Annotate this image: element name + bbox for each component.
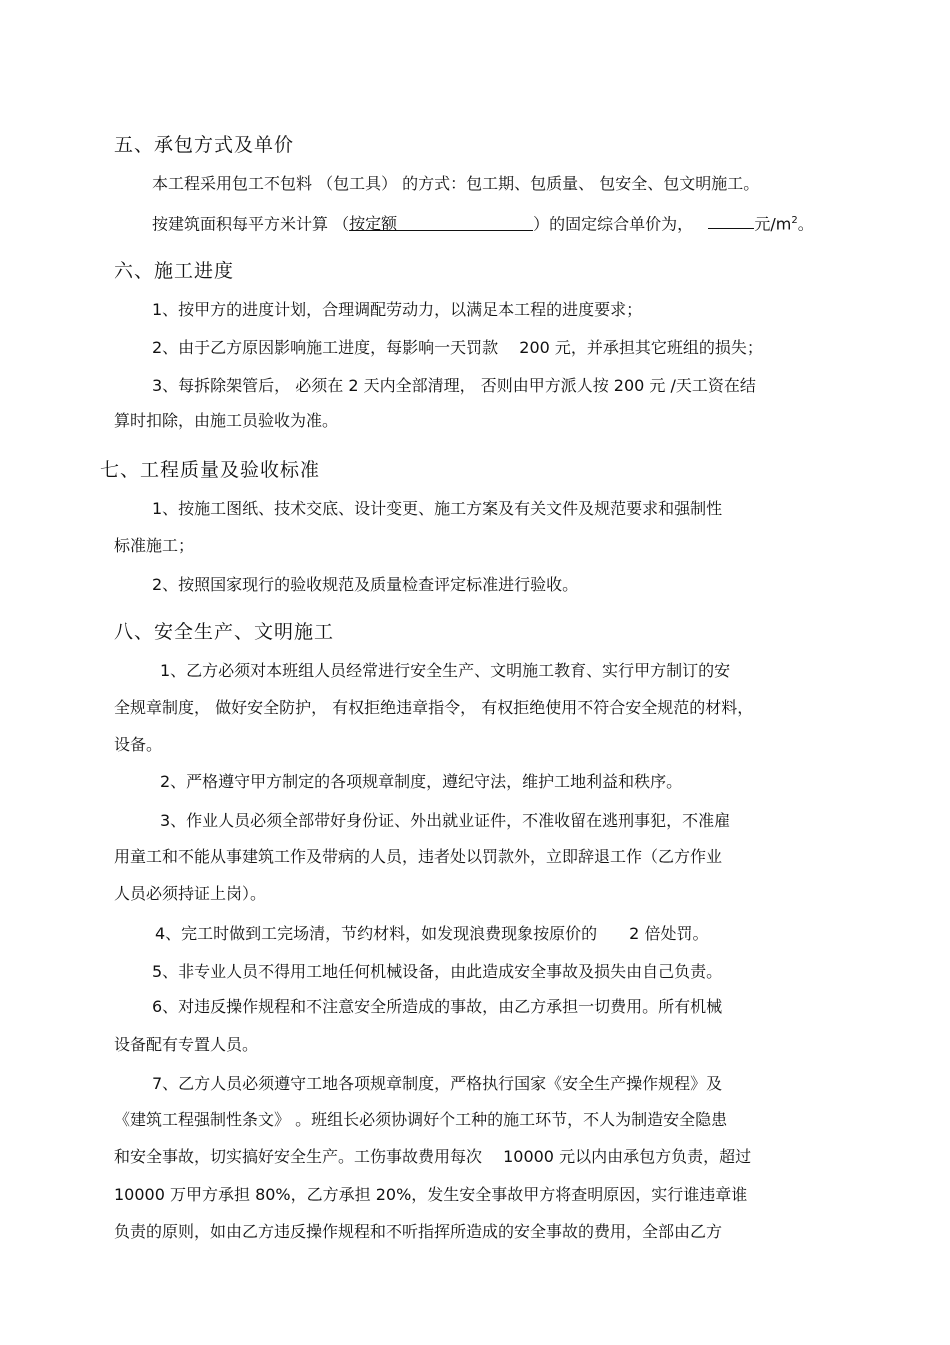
section-8-item-6-line-2: 设备配有专置人员。 bbox=[114, 1035, 259, 1054]
section-5-para-2-a: 按建筑面积每平方米计算 （ bbox=[152, 214, 350, 234]
section-5-para-2-e: 。 bbox=[797, 214, 814, 234]
section-8-item-1-line-1: 1、乙方必须对本班组人员经常进行安全生产、文明施工教育、实行甲方制订的安 bbox=[160, 661, 731, 680]
section-7-item-2: 2、按照国家现行的验收规范及质量检查评定标准进行验收。 bbox=[152, 575, 579, 594]
section-8-item-3-line-1: 3、作业人员必须全部带好身份证、外出就业证件，不准收留在逃刑事犯，不准雇 bbox=[160, 811, 731, 830]
section-8-item-2: 2、严格遵守甲方制定的各项规章制度，遵纪守法，维护工地利益和秩序。 bbox=[160, 772, 683, 791]
unit-superscript: 2 bbox=[791, 215, 798, 226]
section-8-title: 八、安全生产、文明施工 bbox=[114, 621, 335, 643]
section-8-item-7-line-1: 7、乙方人员必须遵守工地各项规章制度，严格执行国家《安全生产操作规程》及 bbox=[152, 1074, 723, 1093]
section-6-item-3-line-1: 3、每拆除架管后， 必须在 2 天内全部清理， 否则由甲方派人按 200 元 /天工资在结 bbox=[152, 376, 756, 395]
section-8-item-4: 4、完工时做到工完场清，节约材料，如发现浪费现象按原价的 2 倍处罚。 bbox=[155, 924, 709, 943]
section-8-item-3-line-3: 人员必须持证上岗）。 bbox=[114, 884, 267, 903]
section-8-item-1-line-3: 设备。 bbox=[114, 735, 163, 754]
price-blank bbox=[708, 212, 754, 229]
section-8-item-7-line-4: 10000 万甲方承担 80%，乙方承担 20%，发生安全事故甲方将查明原因，实行谁违章谁 bbox=[114, 1185, 748, 1204]
section-5-para-2 bbox=[152, 211, 814, 234]
section-5-para-1: 本工程采用包工不包料 （包工具） 的方式：包工期、包质量、 包安全、包文明施工。 bbox=[152, 174, 760, 193]
section-5-title: 五、承包方式及单价 bbox=[114, 134, 295, 156]
section-8-item-7-line-5: 负责的原则，如由乙方违反操作规程和不听指挥所造成的安全事故的费用，全部由乙方 bbox=[114, 1222, 723, 1241]
section-5-para-2-c: ）的固定综合单价为， bbox=[533, 214, 694, 234]
section-7-item-1-line-2: 标准施工； bbox=[114, 536, 195, 555]
section-6-item-2: 2、由于乙方原因影响施工进度，每影响一天罚款 200 元，并承担其它班组的损失； bbox=[152, 338, 763, 357]
section-8-item-7-line-2: 《建筑工程强制性条文》 。班组长必须协调好个工种的施工环节，不人为制造安全隐患 bbox=[114, 1110, 728, 1129]
section-8-item-5: 5、非专业人员不得用工地任何机械设备，由此造成安全事故及损失由自己负责。 bbox=[152, 962, 723, 981]
section-8-item-3-line-2: 用童工和不能从事建筑工作及带病的人员，违者处以罚款外，立即辞退工作（乙方作业 bbox=[114, 847, 723, 866]
section-8-item-1-line-2: 全规章制度， 做好安全防护， 有权拒绝违章指令， 有权拒绝使用不符合安全规范的材料， bbox=[114, 698, 754, 717]
section-6-item-3-line-2: 算时扣除，由施工员验收为准。 bbox=[114, 411, 339, 430]
quota-label: 按定额 bbox=[349, 214, 398, 234]
section-7-title: 七、工程质量及验收标准 bbox=[100, 459, 321, 481]
section-8-item-7-line-3: 和安全事故，切实搞好安全生产。工伤事故费用每次 10000 元以内由承包方负责，超过 bbox=[114, 1147, 752, 1166]
unit-text: 元/m bbox=[754, 214, 792, 234]
quota-blank bbox=[349, 214, 533, 234]
section-7-item-1-line-1: 1、按施工图纸、技术交底、设计变更、施工方案及有关文件及规范要求和强制性 bbox=[152, 499, 723, 518]
section-6-title: 六、施工进度 bbox=[114, 260, 235, 282]
section-8-item-6-line-1: 6、对违反操作规程和不注意安全所造成的事故，由乙方承担一切费用。所有机械 bbox=[152, 997, 723, 1016]
section-6-item-1: 1、按甲方的进度计划，合理调配劳动力，以满足本工程的进度要求； bbox=[152, 300, 643, 319]
